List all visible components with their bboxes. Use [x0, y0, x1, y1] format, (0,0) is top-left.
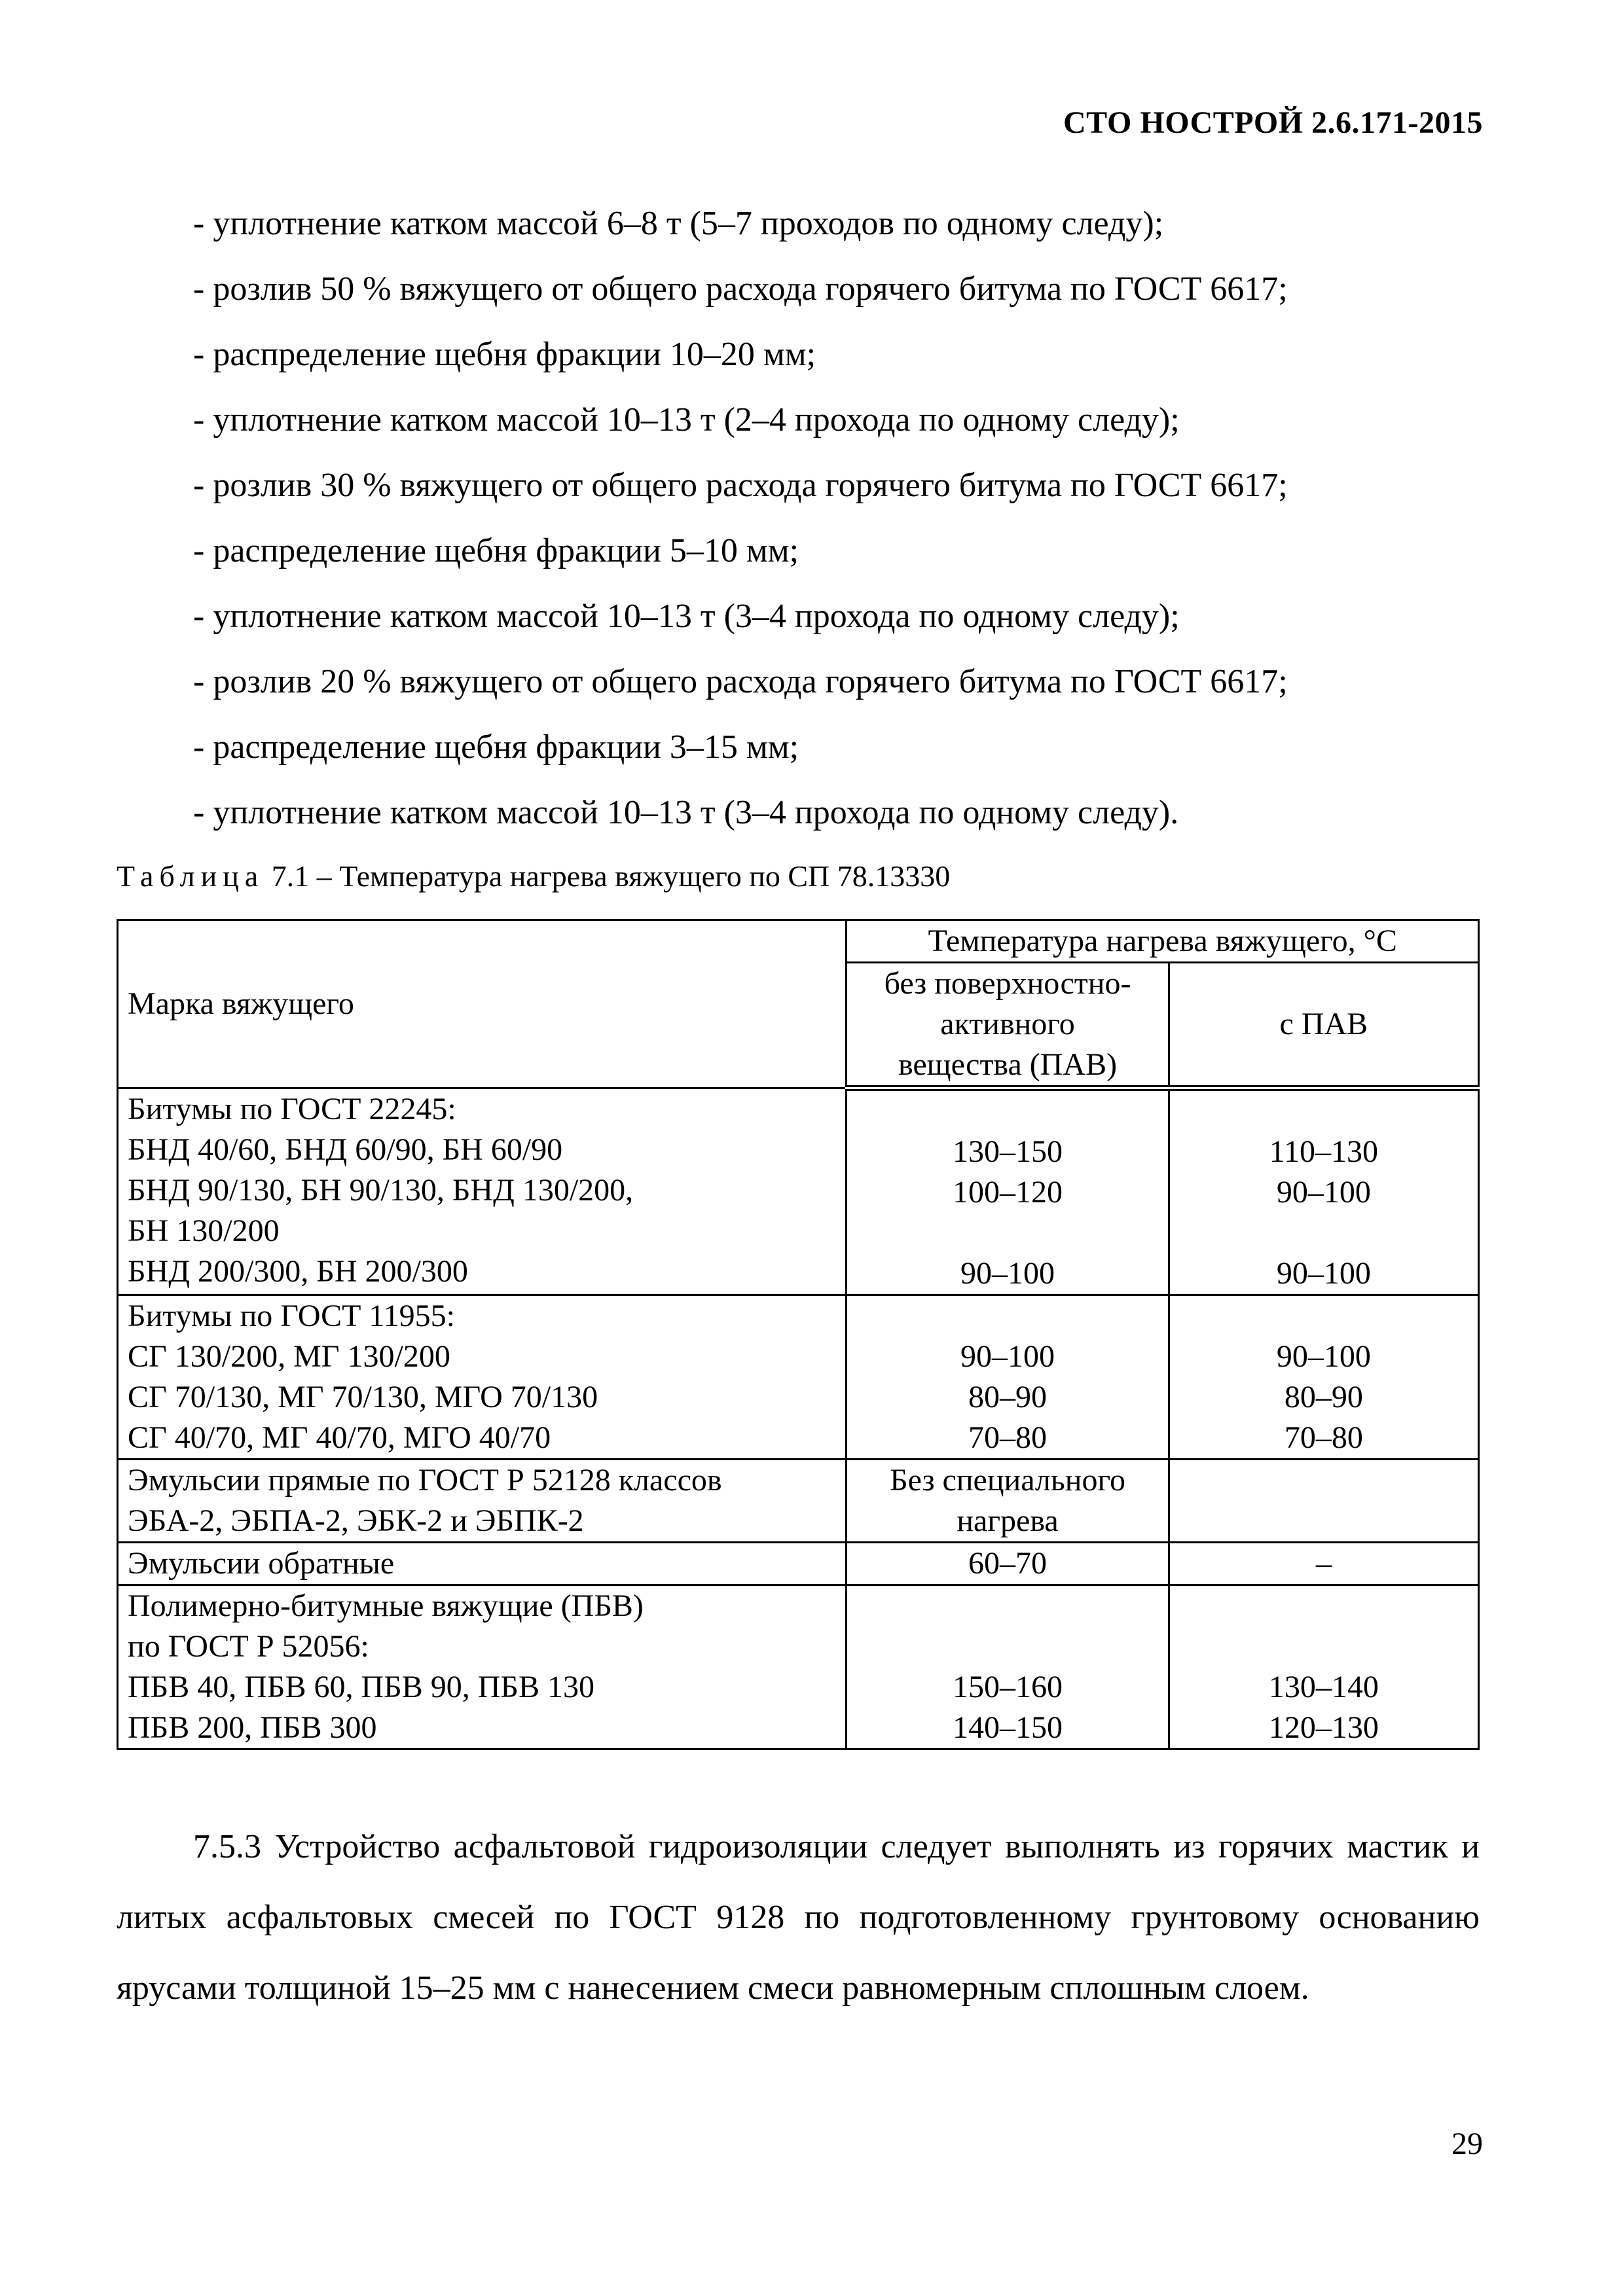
- cell-line: Битумы по ГОСТ 11955:: [128, 1299, 455, 1333]
- cell-with-surfactant: [1169, 1543, 1478, 1585]
- cell-line: 80–90: [968, 1380, 1048, 1414]
- cell-line: 70–80: [968, 1420, 1048, 1455]
- list-item: - уплотнение катком массой 6–8 т (5–7 проходов по одному следу);: [193, 205, 1164, 242]
- cell-with-surfactant: [1169, 1460, 1478, 1543]
- cell-line: 130–140: [1268, 1670, 1379, 1704]
- cell-line: [1179, 1296, 1468, 1336]
- cell-without-surfactant: [847, 1543, 1169, 1585]
- list-item: - уплотнение катком массой 10–13 т (3–4 прохода по одному следу);: [193, 598, 1180, 635]
- cell-with-surfactant: [1169, 1295, 1478, 1460]
- table-caption-label: Таблица: [117, 859, 264, 893]
- table-row: [118, 1295, 1479, 1460]
- cell-line: нагрева: [957, 1503, 1059, 1538]
- cell-without-surfactant: [847, 1295, 1169, 1460]
- list-item: - розлив 30 % вяжущего от общего расхода горячего битума по ГОСТ 6617;: [193, 467, 1288, 504]
- list-item: - распределение щебня фракции 3–15 мм;: [193, 728, 799, 766]
- cell-without-surfactant: [847, 1585, 1169, 1749]
- header-line: вещества (ПАВ): [898, 1047, 1118, 1082]
- cell-line: [1179, 1626, 1468, 1667]
- cell-line: Эмульсии обратные: [128, 1546, 395, 1581]
- list-item: - уплотнение катком массой 10–13 т (2–4 прохода по одному следу);: [193, 401, 1180, 439]
- cell-without-surfactant: [847, 1088, 1169, 1295]
- cell-line: 130–150: [953, 1134, 1063, 1169]
- list-item: - розлив 20 % вяжущего от общего расхода горячего битума по ГОСТ 6617;: [193, 663, 1288, 700]
- cell-brand: [118, 1543, 847, 1585]
- cell-line: –: [1315, 1546, 1332, 1581]
- table-row: [118, 1460, 1479, 1543]
- cell-line: СГ 130/200, МГ 130/200: [128, 1339, 450, 1374]
- header-line: без поверхностно-: [884, 966, 1131, 1001]
- cell-with-surfactant: [1169, 1088, 1478, 1295]
- cell-line: ПБВ 200, ПБВ 300: [128, 1710, 377, 1745]
- cell-line: 90–100: [1276, 1339, 1371, 1374]
- header-temperature-group: Температура нагрева вяжущего, °С: [847, 920, 1479, 963]
- procedure-steps-list: [193, 191, 1503, 846]
- cell-line: 70–80: [1284, 1420, 1363, 1455]
- cell-line: [856, 1586, 1158, 1626]
- document-code-header: СТО НОСТРОЙ 2.6.171-2015: [1063, 105, 1483, 140]
- table-caption: [117, 859, 950, 893]
- cell-line: 150–160: [953, 1670, 1063, 1704]
- cell-line: 100–120: [953, 1175, 1063, 1210]
- binder-temperature-table: [117, 919, 1480, 1750]
- table-row: [118, 1585, 1479, 1749]
- cell-line: [856, 1626, 1158, 1667]
- cell-line: Без специального: [890, 1463, 1125, 1498]
- cell-line: Полимерно-битумные вяжущие (ПБВ): [128, 1588, 644, 1623]
- cell-line: [856, 1091, 1158, 1132]
- cell-line: СГ 40/70, МГ 40/70, МГО 40/70: [128, 1420, 551, 1455]
- cell-line: [1179, 1213, 1468, 1253]
- cell-line: БН 130/200: [128, 1213, 280, 1248]
- list-item: - распределение щебня фракции 10–20 мм;: [193, 336, 816, 373]
- list-item: - уплотнение катком массой 10–13 т (3–4 прохода по одному следу).: [193, 794, 1179, 831]
- cell-line: БНД 40/60, БНД 60/90, БН 60/90: [128, 1132, 563, 1167]
- cell-line: БНД 90/130, БН 90/130, БНД 130/200,: [128, 1173, 634, 1208]
- cell-line: СГ 70/130, МГ 70/130, МГО 70/130: [128, 1380, 598, 1414]
- cell-line: 90–100: [960, 1339, 1055, 1374]
- table-row: [118, 1088, 1479, 1295]
- cell-line: [1179, 1586, 1468, 1626]
- list-item: - распределение щебня фракции 5–10 мм;: [193, 532, 799, 569]
- cell-line: 90–100: [1276, 1256, 1371, 1291]
- cell-line: 120–130: [1268, 1710, 1379, 1745]
- cell-brand: [118, 1295, 847, 1460]
- cell-line: Эмульсии прямые по ГОСТ Р 52128 классов: [128, 1463, 722, 1498]
- cell-line: 80–90: [1284, 1380, 1363, 1414]
- header-without-surfactant: [847, 963, 1169, 1088]
- cell-line: 110–130: [1269, 1134, 1378, 1169]
- section-paragraph-7-5-3: 7.5.3 Устройство асфальтовой гидроизоляции следует выполнять из горячих мастик и литых асфальтовых смесей по ГОСТ 9128 по подготовленному грунтовому основанию ярусами толщиной 15–25 мм с нанесением смеси равномерным сплошным слоем.: [117, 1828, 1480, 2007]
- cell-line: [1179, 1091, 1468, 1132]
- header-brand: Марка вяжущего: [118, 920, 847, 1088]
- cell-line: 140–150: [953, 1710, 1063, 1745]
- table-caption-text: 7.1 – Температура нагрева вяжущего по СП 78.13330: [264, 859, 951, 893]
- cell-line: ЭБА-2, ЭБПА-2, ЭБК-2 и ЭБПК-2: [128, 1503, 584, 1538]
- cell-without-surfactant: [847, 1460, 1169, 1543]
- cell-line: ПБВ 40, ПБВ 60, ПБВ 90, ПБВ 130: [128, 1670, 594, 1704]
- cell-line: [1179, 1460, 1468, 1501]
- cell-line: БНД 200/300, БН 200/300: [128, 1254, 468, 1289]
- cell-line: Битумы по ГОСТ 22245:: [128, 1092, 456, 1126]
- cell-line: [856, 1296, 1158, 1336]
- cell-line: 60–70: [968, 1546, 1048, 1581]
- cell-line: 90–100: [1276, 1175, 1371, 1210]
- cell-brand: [118, 1460, 847, 1543]
- header-with-surfactant: с ПАВ: [1169, 963, 1478, 1088]
- cell-line: 90–100: [960, 1256, 1055, 1291]
- cell-line: [1179, 1501, 1468, 1541]
- header-line: активного: [940, 1007, 1075, 1041]
- page-number: 29: [1451, 2126, 1483, 2161]
- cell-with-surfactant: [1169, 1585, 1478, 1749]
- cell-brand: [118, 1585, 847, 1749]
- cell-line: по ГОСТ Р 52056:: [128, 1629, 369, 1664]
- cell-brand: [118, 1088, 847, 1295]
- table-row: [118, 1543, 1479, 1585]
- list-item: - розлив 50 % вяжущего от общего расхода горячего битума по ГОСТ 6617;: [193, 270, 1288, 308]
- cell-line: [856, 1213, 1158, 1253]
